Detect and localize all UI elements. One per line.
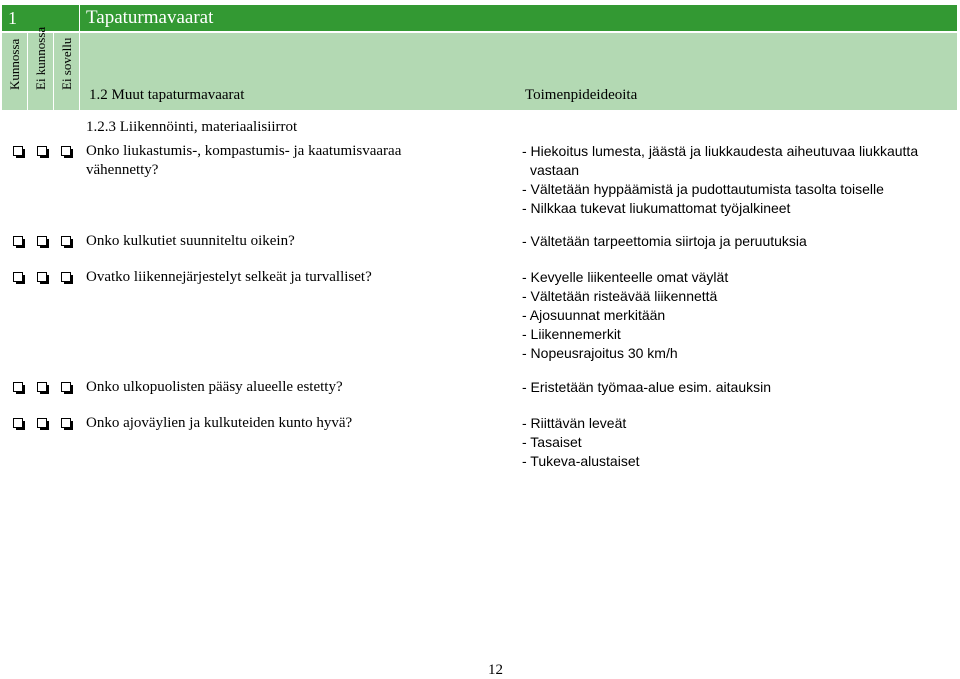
table-header (2, 26, 957, 110)
section-title-bar (2, 5, 957, 31)
checkbox-not-ok[interactable] (37, 382, 47, 392)
measure-line: - Vältetään tarpeettomia siirtoja ja peruutuksia (522, 233, 807, 249)
checkbox-ok[interactable] (13, 236, 23, 246)
checkbox-na[interactable] (61, 272, 71, 282)
subsection-header: 1.2 Muut tapaturmavaarat (89, 87, 245, 103)
checkbox-na[interactable] (61, 146, 71, 156)
subsection-title: 1.2.3 Liikennöinti, materiaalisiirrot (86, 119, 298, 135)
checkbox-na[interactable] (61, 418, 71, 428)
item-question: Onko liukastumis-, kompastumis- ja kaatumisvaaraa vähennetty? (86, 143, 402, 178)
checkbox-not-ok[interactable] (37, 272, 47, 282)
measure-line: - Vältetään hyppäämistä ja pudottautumista tasolta toiselle (522, 181, 884, 197)
item-measures (522, 142, 952, 218)
col-header-na: Ei sovellu (54, 33, 79, 110)
checkbox-ok[interactable] (13, 146, 23, 156)
col-header-not-ok: Ei kunnossa (28, 33, 53, 110)
checkbox-not-ok[interactable] (37, 418, 47, 428)
item-measures (522, 414, 952, 471)
measure-line: - Vältetään risteävää liikennettä (522, 288, 718, 304)
checkbox-ok[interactable] (13, 418, 23, 428)
section-number: 1 (2, 5, 79, 31)
header-main (80, 33, 957, 110)
section-title: Tapaturmavaarat (80, 5, 957, 31)
measure-line: - Tasaiset (522, 434, 582, 450)
measure-line: - Kevyelle liikenteelle omat väylät (522, 269, 729, 285)
measure-line: vastaan (530, 162, 580, 178)
measure-line: - Nilkkaa tukevat liukumattomat työjalkineet (522, 200, 791, 216)
measure-line: - Liikennemerkit (522, 326, 621, 342)
item-question: Onko ajoväylien ja kulkuteiden kunto hyvä? (86, 415, 353, 431)
checkbox-na[interactable] (61, 382, 71, 392)
item-question: Onko kulkutiet suunniteltu oikein? (86, 233, 295, 249)
item-question: Onko ulkopuolisten pääsy alueelle estetty? (86, 379, 343, 395)
measure-line: - Riittävän leveät (522, 415, 627, 431)
col-header-ok: Kunnossa (2, 33, 27, 110)
page-number: 12 (488, 662, 503, 678)
measures-header: Toimenpideideoita (525, 87, 638, 103)
checkbox-ok[interactable] (13, 382, 23, 392)
item-measures (522, 378, 952, 397)
checkbox-na[interactable] (61, 236, 71, 246)
measure-line: - Nopeusrajoitus 30 km/h (522, 345, 678, 361)
measure-line: - Hiekoitus lumesta, jäästä ja liukkaudesta aiheutuvaa liukkautta (522, 143, 919, 159)
checkbox-not-ok[interactable] (37, 236, 47, 246)
checkbox-not-ok[interactable] (37, 146, 47, 156)
measure-line: - Ajosuunnat merkitään (522, 307, 666, 323)
item-question: Ovatko liikennejärjestelyt selkeät ja turvalliset? (86, 269, 372, 285)
item-measures (522, 232, 952, 251)
measure-line: - Tukeva-alustaiset (522, 453, 640, 469)
item-measures (522, 268, 952, 363)
measure-line: - Eristetään työmaa-alue esim. aitauksin (522, 379, 771, 395)
checkbox-ok[interactable] (13, 272, 23, 282)
